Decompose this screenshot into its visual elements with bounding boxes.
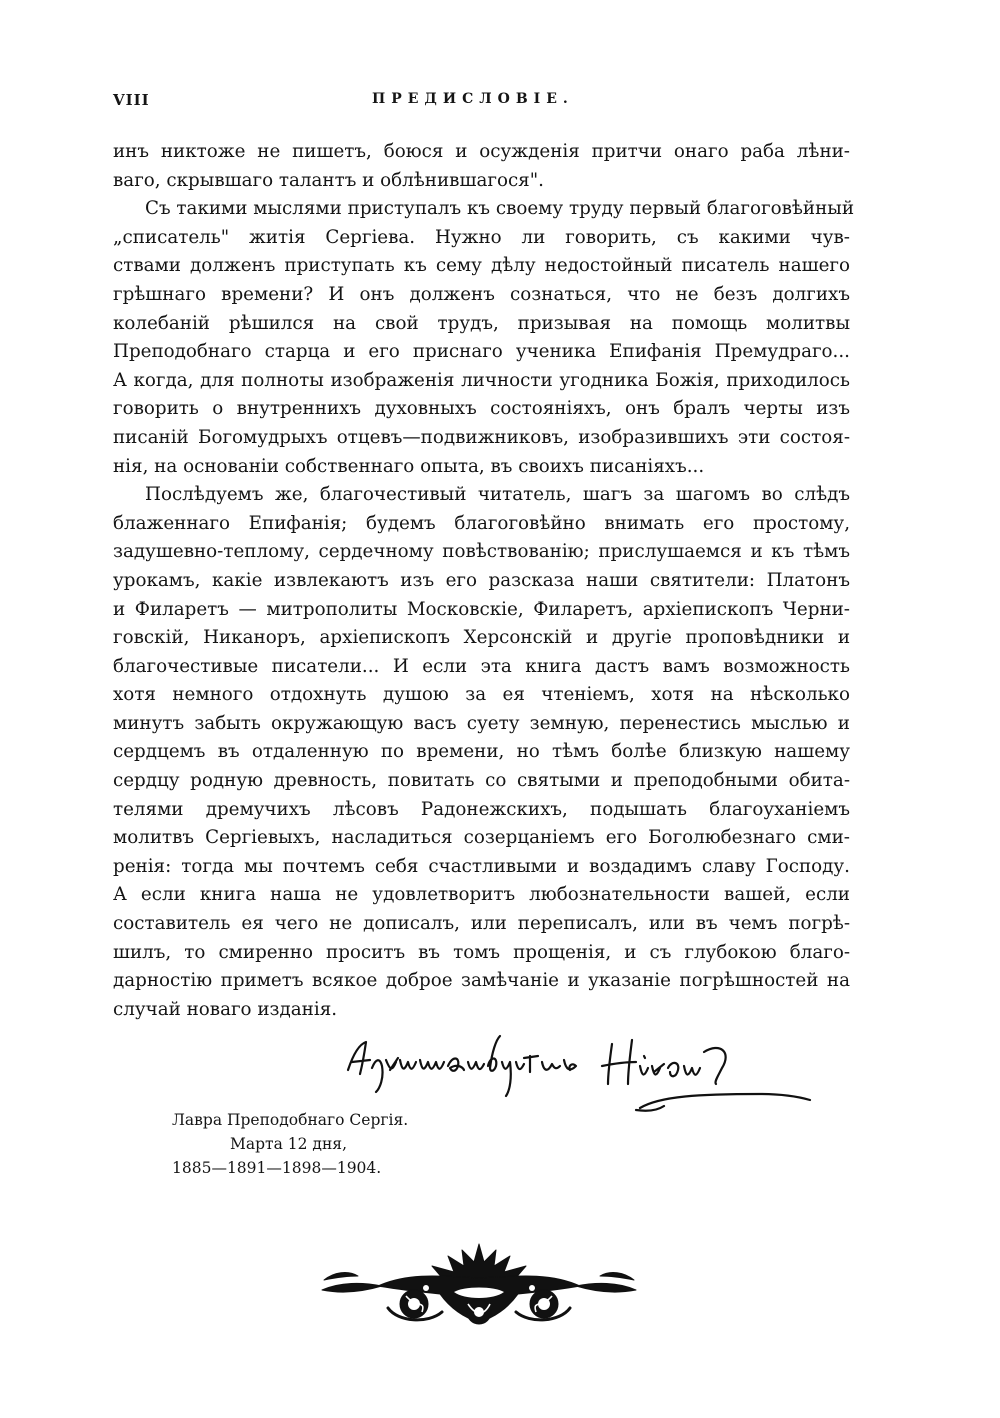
- text-line: инъ никтоже не пишетъ, боюся и осужденія притчи онаго раба лѣни-: [113, 141, 850, 162]
- text-line: благочестивые писатели... И если эта книга дастъ вамъ возможность: [113, 655, 850, 677]
- text-line: ваго, скрывшаго талантъ и облѣнившагося".: [113, 169, 544, 191]
- place-line: Лавра Преподобнаго Сергія.: [172, 1111, 409, 1129]
- handwritten-signature: [340, 1022, 820, 1122]
- text-line: хотя немного отдохнуть душою за ея чтеніемъ, хотя на нѣсколько: [113, 684, 850, 706]
- text-line: нія, на основаніи собственнаго опыта, въ своихъ писаніяхъ...: [113, 455, 705, 477]
- text-line: дарностію приметъ всякое доброе замѣчаніе и указаніе погрѣшностей на: [113, 970, 850, 992]
- text-line: телями дремучихъ лѣсовъ Радонежскихъ, подышать благоуханіемъ: [113, 798, 850, 820]
- decorative-tailpiece-ornament: [318, 1242, 640, 1328]
- text-line: урокамъ, какіе извлекаютъ изъ его разсказа наши святители: Платонъ: [113, 569, 850, 591]
- text-line: А когда, для полноты изображенія личности угодника Божія, приходилось: [113, 369, 850, 391]
- text-line: молитвъ Сергіевыхъ, насладиться созерцаніемъ его Боголюбезнаго сми-: [113, 827, 850, 849]
- text-line: и Филаретъ — митрополиты Московскіе, Филаретъ, архіепископъ Черни-: [113, 598, 850, 620]
- text-line: сердцемъ въ отдаленную по времени, но тѣмъ болѣе близкую нашему: [113, 741, 850, 763]
- text-line: составитель ея чего не дописалъ, или переписалъ, или въ чемъ погрѣ-: [113, 913, 850, 935]
- text-line: Послѣдуемъ же, благочестивый читатель, шагъ за шагомъ во слѣдъ: [145, 484, 850, 506]
- text-line: минутъ забыть окружающую васъ суету земную, перенестись мыслью и: [113, 712, 850, 734]
- date-line: Марта 12 дня,: [230, 1135, 348, 1153]
- text-line: „списатель" житія Сергіева. Нужно ли говорить, съ какими чув-: [113, 226, 850, 248]
- body-text: [113, 138, 855, 1024]
- text-line: блаженнаго Епифанія; будемъ благоговѣйно внимать его простому,: [113, 512, 850, 534]
- running-title: ПРЕДИСЛОВІЕ.: [372, 91, 574, 107]
- years-line: 1885—1891—1898—1904.: [172, 1159, 382, 1177]
- text-line: говскій, Никаноръ, архіепископъ Херсонскій и другіе проповѣдники и: [113, 627, 850, 649]
- text-line: ствами долженъ приступать къ сему дѣлу недостойный писатель нашего: [113, 255, 850, 277]
- text-line: Преподобнаго старца и его приснаго ученика Епифанія Премудраго...: [113, 341, 850, 363]
- text-line: ренія: тогда мы почтемъ себя счастливыми и воздадимъ славу Господу.: [113, 855, 850, 877]
- place-and-date: [172, 1108, 408, 1180]
- text-line: писаній Богомудрыхъ отцевъ—подвижниковъ, изобразившихъ эти состоя-: [113, 426, 850, 448]
- text-line: А если книга наша не удовлетворитъ любознательности вашей, если: [113, 884, 850, 906]
- text-line: сердцу родную древность, повитать со святыми и преподобными обита-: [113, 770, 850, 792]
- text-line: Съ такими мыслями приступалъ къ своему труду первый благоговѣйный: [145, 198, 855, 220]
- text-line: случай новаго изданія.: [113, 998, 338, 1020]
- text-line: грѣшнаго времени? И онъ долженъ сознаться, что не безъ долгихъ: [113, 283, 850, 305]
- text-line: шилъ, то смиренно проситъ въ томъ прощенія, и съ глубокою благо-: [113, 941, 850, 963]
- text-line: задушевно-теплому, сердечному повѣствованію; прислушаемся и къ тѣмъ: [113, 541, 850, 563]
- text-line: колебаній рѣшился на свой трудъ, призывая на помощь молитвы: [113, 312, 850, 334]
- text-line: говорить о внутреннихъ духовныхъ состояніяхъ, онъ бралъ черты изъ: [113, 398, 850, 420]
- page-number: VIII: [113, 91, 150, 109]
